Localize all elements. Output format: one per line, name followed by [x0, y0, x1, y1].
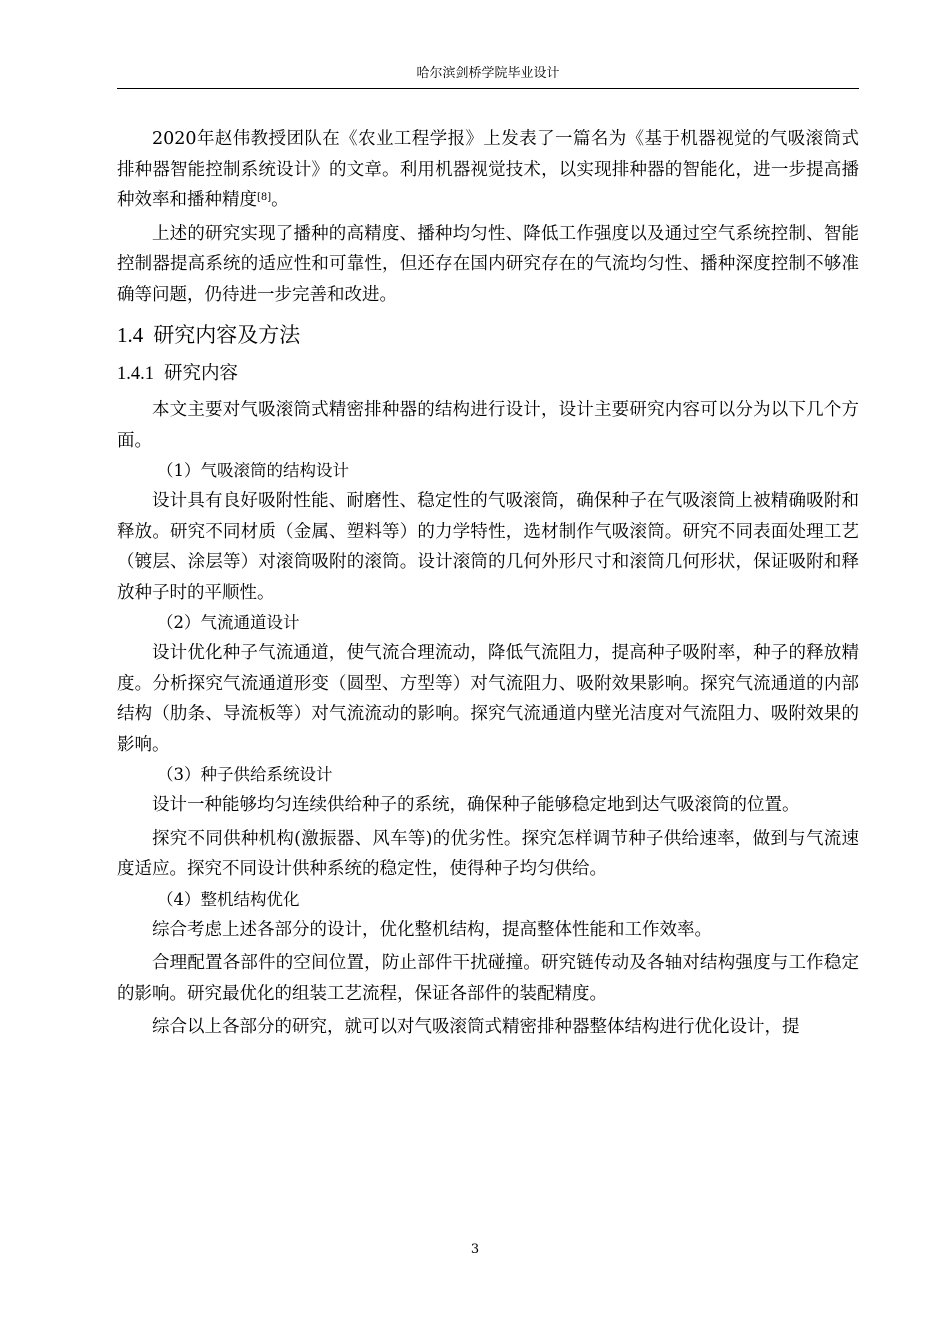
- paragraph-intro: 本文主要对气吸滚筒式精密排种器的结构进行设计，设计主要研究内容可以分为以下几个方面。: [117, 400, 859, 451]
- subsection-heading-1-4-1: [117, 359, 859, 389]
- subsection-title: 研究内容: [164, 363, 239, 384]
- section-number: 1.4: [117, 323, 144, 347]
- list-item-seed-supply: （3）种子供给系统设计: [157, 765, 333, 784]
- list-item-drum-design: （1）气吸滚筒的结构设计: [157, 461, 349, 480]
- paragraph-research-summary: 上述的研究实现了播种的高精度、播种均匀性、降低工作强度以及通过空气系统控制、智能控制器提高系统的适应性和可靠性，但还存在国内研究存在的气流均匀性、播种深度控制不够准确等问题，仍待进一步完善和改进。: [117, 223, 859, 305]
- list-item-airflow-channel: （2）气流通道设计: [157, 613, 300, 632]
- paragraph-airflow-channel: 设计优化种子气流通道，使气流合理流动，降低气流阻力，提高种子吸附率，种子的释放精度。分析探究气流通道形变（圆型、方型等）对气流阻力、吸附效果影响。探究气流通道的内部结构（肋条、导流板等）对气流流动的影响。探究气流通道内壁光洁度对气流阻力、吸附效果的影响。: [117, 643, 859, 755]
- page-number: 3: [470, 1242, 480, 1257]
- header-rule: [117, 88, 859, 89]
- page-body: [117, 124, 859, 1043]
- paragraph-end: 。: [271, 190, 289, 210]
- subsection-number: 1.4.1: [117, 364, 154, 384]
- citation-reference: [8]: [257, 192, 272, 203]
- paragraph-component-layout: 合理配置各部件的空间位置，防止部件干扰碰撞。研究链传动及各轴对结构强度与工作稳定的影响。研究最优化的组装工艺流程，保证各部件的装配精度。: [117, 953, 859, 1004]
- paragraph-conclusion: 综合以上各部分的研究，就可以对气吸滚筒式精密排种器整体结构进行优化设计，提: [152, 1017, 800, 1037]
- running-header: 哈尔滨剑桥学院毕业设计: [416, 66, 560, 81]
- paragraph-drum-design: 设计具有良好吸附性能、耐磨性、稳定性的气吸滚筒，确保种子在气吸滚筒上被精确吸附和释放。研究不同材质（金属、塑料等）的力学特性，选材制作气吸滚筒。研究不同表面处理工艺（镀层、涂层等）对滚筒吸附的滚筒。设计滚筒的几何外形尺寸和滚筒几何形状，保证吸附和释放种子时的平顺性。: [117, 491, 859, 603]
- paragraph-optimization-goal: 综合考虑上述各部分的设计，优化整机结构，提高整体性能和工作效率。: [152, 919, 712, 940]
- section-heading-1-4: [117, 319, 859, 351]
- paragraph-text: 2020年赵伟教授团队在《农业工程学报》上发表了一篇名为《基于机器视觉的气吸滚筒式排种器智能控制系统设计》的文章。利用机器视觉技术，以实现排种器的智能化，进一步提高播种效率和播种精度: [117, 129, 859, 210]
- paragraph-seed-supply-goal: 设计一种能够均匀连续供给种子的系统，确保种子能够稳定地到达气吸滚筒的位置。: [152, 795, 800, 815]
- list-item-overall-optimization: （4）整机结构优化: [157, 889, 300, 909]
- section-title: 研究内容及方法: [153, 323, 301, 347]
- paragraph-zhao-wei-study: [117, 124, 859, 216]
- paragraph-seed-supply-research: 探究不同供种机构(激振器、风车等)的优劣性。探究怎样调节种子供给速率，做到与气流速度适应。探究不同设计供种系统的稳定性，使得种子均匀供给。: [117, 828, 859, 879]
